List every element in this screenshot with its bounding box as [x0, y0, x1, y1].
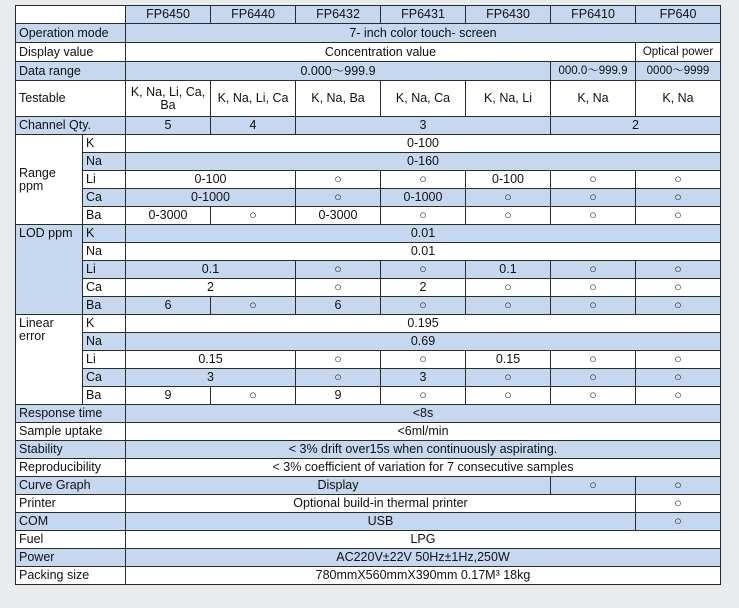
cell-value: ○: [636, 189, 721, 207]
row-label: Stability: [16, 441, 126, 459]
cell-value: ○: [636, 477, 721, 495]
cell-value: ○: [466, 207, 551, 225]
row-label: Power: [16, 549, 126, 567]
spec-table-container: [15, 5, 721, 585]
channel-qty-row: [16, 117, 721, 135]
curve-graph-row: [16, 477, 721, 495]
cell-value: 0-100: [126, 171, 296, 189]
row-label: Operation mode: [16, 24, 126, 43]
cell-value: USB: [126, 513, 636, 531]
cell-value: K, Na, Li: [466, 81, 551, 117]
cell-value: ○: [466, 297, 551, 315]
cell-value: ○: [636, 207, 721, 225]
cell-value: < 3% drift over15s when continuously aspirating.: [126, 441, 721, 459]
cell-value: 2: [551, 117, 721, 135]
linear-li-row: [16, 351, 721, 369]
element-label: K: [83, 315, 126, 333]
cell-value: 0-1000: [126, 189, 296, 207]
cell-value: ○: [636, 513, 721, 531]
cell-value: ○: [296, 189, 381, 207]
cell-value: 000.0～999.9: [551, 62, 636, 81]
cell-value: ○: [381, 297, 466, 315]
cell-value: ○: [551, 369, 636, 387]
cell-value: 2: [381, 279, 466, 297]
cell-value: ○: [636, 495, 721, 513]
element-label: Li: [83, 351, 126, 369]
element-label: Ba: [83, 297, 126, 315]
cell-value: ○: [296, 171, 381, 189]
cell-value: 0-100: [466, 171, 551, 189]
cell-value: 6: [126, 297, 211, 315]
element-label: Na: [83, 333, 126, 351]
cell-value: K, Na, Li, Ca: [211, 81, 296, 117]
cell-value: ○: [551, 189, 636, 207]
row-label: Sample uptake: [16, 423, 126, 441]
header-blank: [16, 6, 126, 24]
cell-value: 0.15: [466, 351, 551, 369]
lod-ba-row: [16, 297, 721, 315]
element-label: Ca: [83, 279, 126, 297]
range-li-row: [16, 171, 721, 189]
cell-value: ○: [381, 171, 466, 189]
range-ba-row: [16, 207, 721, 225]
cell-value: ○: [551, 351, 636, 369]
cell-value: 0.69: [126, 333, 721, 351]
cell-value: ○: [296, 369, 381, 387]
row-label: Data range: [16, 62, 126, 81]
cell-value: ○: [381, 207, 466, 225]
cell-value: <8s: [126, 405, 721, 423]
model-header: FP640: [636, 6, 721, 24]
model-header: FP6440: [211, 6, 296, 24]
model-header: FP6430: [466, 6, 551, 24]
cell-value: Optional build-in thermal printer: [126, 495, 636, 513]
cell-value: 0-3000: [126, 207, 211, 225]
printer-row: [16, 495, 721, 513]
range-na-row: [16, 153, 721, 171]
linear-k-row: [16, 315, 721, 333]
cell-value: ○: [466, 369, 551, 387]
cell-value: ○: [551, 279, 636, 297]
cell-value: 780mmX560mmX390mm 0.17M³ 18kg: [126, 567, 721, 585]
cell-value: ○: [636, 279, 721, 297]
group-label: Range ppm: [16, 135, 83, 225]
element-label: Na: [83, 153, 126, 171]
cell-value: ○: [211, 207, 296, 225]
cell-value: Optical power: [636, 43, 721, 62]
cell-value: 3: [126, 369, 296, 387]
lod-ca-row: [16, 279, 721, 297]
data-range-row: [16, 62, 721, 81]
cell-value: K, Na, Ba: [296, 81, 381, 117]
cell-value: 9: [296, 387, 381, 405]
row-label: Testable: [16, 81, 126, 117]
row-label: Reproducibility: [16, 459, 126, 477]
row-label: COM: [16, 513, 126, 531]
cell-value: <6ml/min: [126, 423, 721, 441]
cell-value: ○: [466, 387, 551, 405]
element-label: Li: [83, 261, 126, 279]
cell-value: 3: [296, 117, 551, 135]
cell-value: ○: [551, 387, 636, 405]
cell-value: ○: [551, 207, 636, 225]
element-label: Li: [83, 171, 126, 189]
cell-value: K, Na: [551, 81, 636, 117]
cell-value: Display: [126, 477, 551, 495]
linear-ca-row: [16, 369, 721, 387]
linear-ba-row: [16, 387, 721, 405]
cell-value: ○: [636, 369, 721, 387]
cell-value: 0.01: [126, 225, 721, 243]
cell-value: 4: [211, 117, 296, 135]
cell-value: ○: [636, 351, 721, 369]
cell-value: < 3% coefficient of variation for 7 consecutive samples: [126, 459, 721, 477]
cell-value: 0-3000: [296, 207, 381, 225]
packing-size-row: [16, 567, 721, 585]
cell-value: 0.15: [126, 351, 296, 369]
row-label: Channel Qty.: [16, 117, 126, 135]
row-label: Fuel: [16, 531, 126, 549]
response-time-row: [16, 405, 721, 423]
cell-value: 0.195: [126, 315, 721, 333]
fuel-row: [16, 531, 721, 549]
row-label: Printer: [16, 495, 126, 513]
cell-value: ○: [551, 171, 636, 189]
row-label: Response time: [16, 405, 126, 423]
cell-value: ○: [636, 297, 721, 315]
cell-value: ○: [466, 279, 551, 297]
cell-value: ○: [636, 261, 721, 279]
spec-table: [15, 5, 721, 585]
group-label: Linear error: [16, 315, 83, 405]
cell-value: 0.000～999.9: [126, 62, 551, 81]
cell-value: ○: [211, 297, 296, 315]
cell-value: ○: [296, 351, 381, 369]
range-k-row: [16, 135, 721, 153]
cell-value: ○: [381, 261, 466, 279]
stability-row: [16, 441, 721, 459]
power-row: [16, 549, 721, 567]
model-header: FP6450: [126, 6, 211, 24]
cell-value: K, Na, Ca: [381, 81, 466, 117]
row-label: Curve Graph: [16, 477, 126, 495]
cell-value: 6: [296, 297, 381, 315]
linear-na-row: [16, 333, 721, 351]
com-row: [16, 513, 721, 531]
cell-value: ○: [381, 387, 466, 405]
cell-value: LPG: [126, 531, 721, 549]
cell-value: ○: [551, 297, 636, 315]
reproducibility-row: [16, 459, 721, 477]
cell-value: 0-160: [126, 153, 721, 171]
group-label: LOD ppm: [16, 225, 83, 315]
operation-mode-row: [16, 24, 721, 43]
cell-value: 0-100: [126, 135, 721, 153]
model-header: FP6432: [296, 6, 381, 24]
display-value-row: [16, 43, 721, 62]
row-label: Packing size: [16, 567, 126, 585]
cell-value: K, Na, Li, Ca, Ba: [126, 81, 211, 117]
cell-value: 2: [126, 279, 296, 297]
cell-value: ○: [466, 189, 551, 207]
element-label: K: [83, 135, 126, 153]
testable-row: [16, 81, 721, 117]
lod-li-row: [16, 261, 721, 279]
cell-value: 7- inch color touch- screen: [126, 24, 721, 43]
lod-na-row: [16, 243, 721, 261]
cell-value: ○: [296, 261, 381, 279]
range-ca-row: [16, 189, 721, 207]
sample-uptake-row: [16, 423, 721, 441]
model-header: FP6431: [381, 6, 466, 24]
cell-value: K, Na: [636, 81, 721, 117]
cell-value: 3: [381, 369, 466, 387]
header-row: [16, 6, 721, 24]
cell-value: 9: [126, 387, 211, 405]
cell-value: ○: [551, 261, 636, 279]
row-label: Display value: [16, 43, 126, 62]
cell-value: ○: [296, 279, 381, 297]
cell-value: 0.1: [466, 261, 551, 279]
element-label: Ba: [83, 207, 126, 225]
cell-value: Concentration value: [126, 43, 636, 62]
cell-value: 0000～9999: [636, 62, 721, 81]
element-label: K: [83, 225, 126, 243]
element-label: Ca: [83, 189, 126, 207]
cell-value: ○: [211, 387, 296, 405]
cell-value: ○: [381, 351, 466, 369]
cell-value: ○: [636, 387, 721, 405]
cell-value: 0-1000: [381, 189, 466, 207]
cell-value: 0.1: [126, 261, 296, 279]
element-label: Ba: [83, 387, 126, 405]
lod-k-row: [16, 225, 721, 243]
cell-value: 0.01: [126, 243, 721, 261]
cell-value: ○: [551, 477, 636, 495]
element-label: Na: [83, 243, 126, 261]
cell-value: 5: [126, 117, 211, 135]
element-label: Ca: [83, 369, 126, 387]
cell-value: ○: [636, 171, 721, 189]
cell-value: AC220V±22V 50Hz±1Hz,250W: [126, 549, 721, 567]
model-header: FP6410: [551, 6, 636, 24]
